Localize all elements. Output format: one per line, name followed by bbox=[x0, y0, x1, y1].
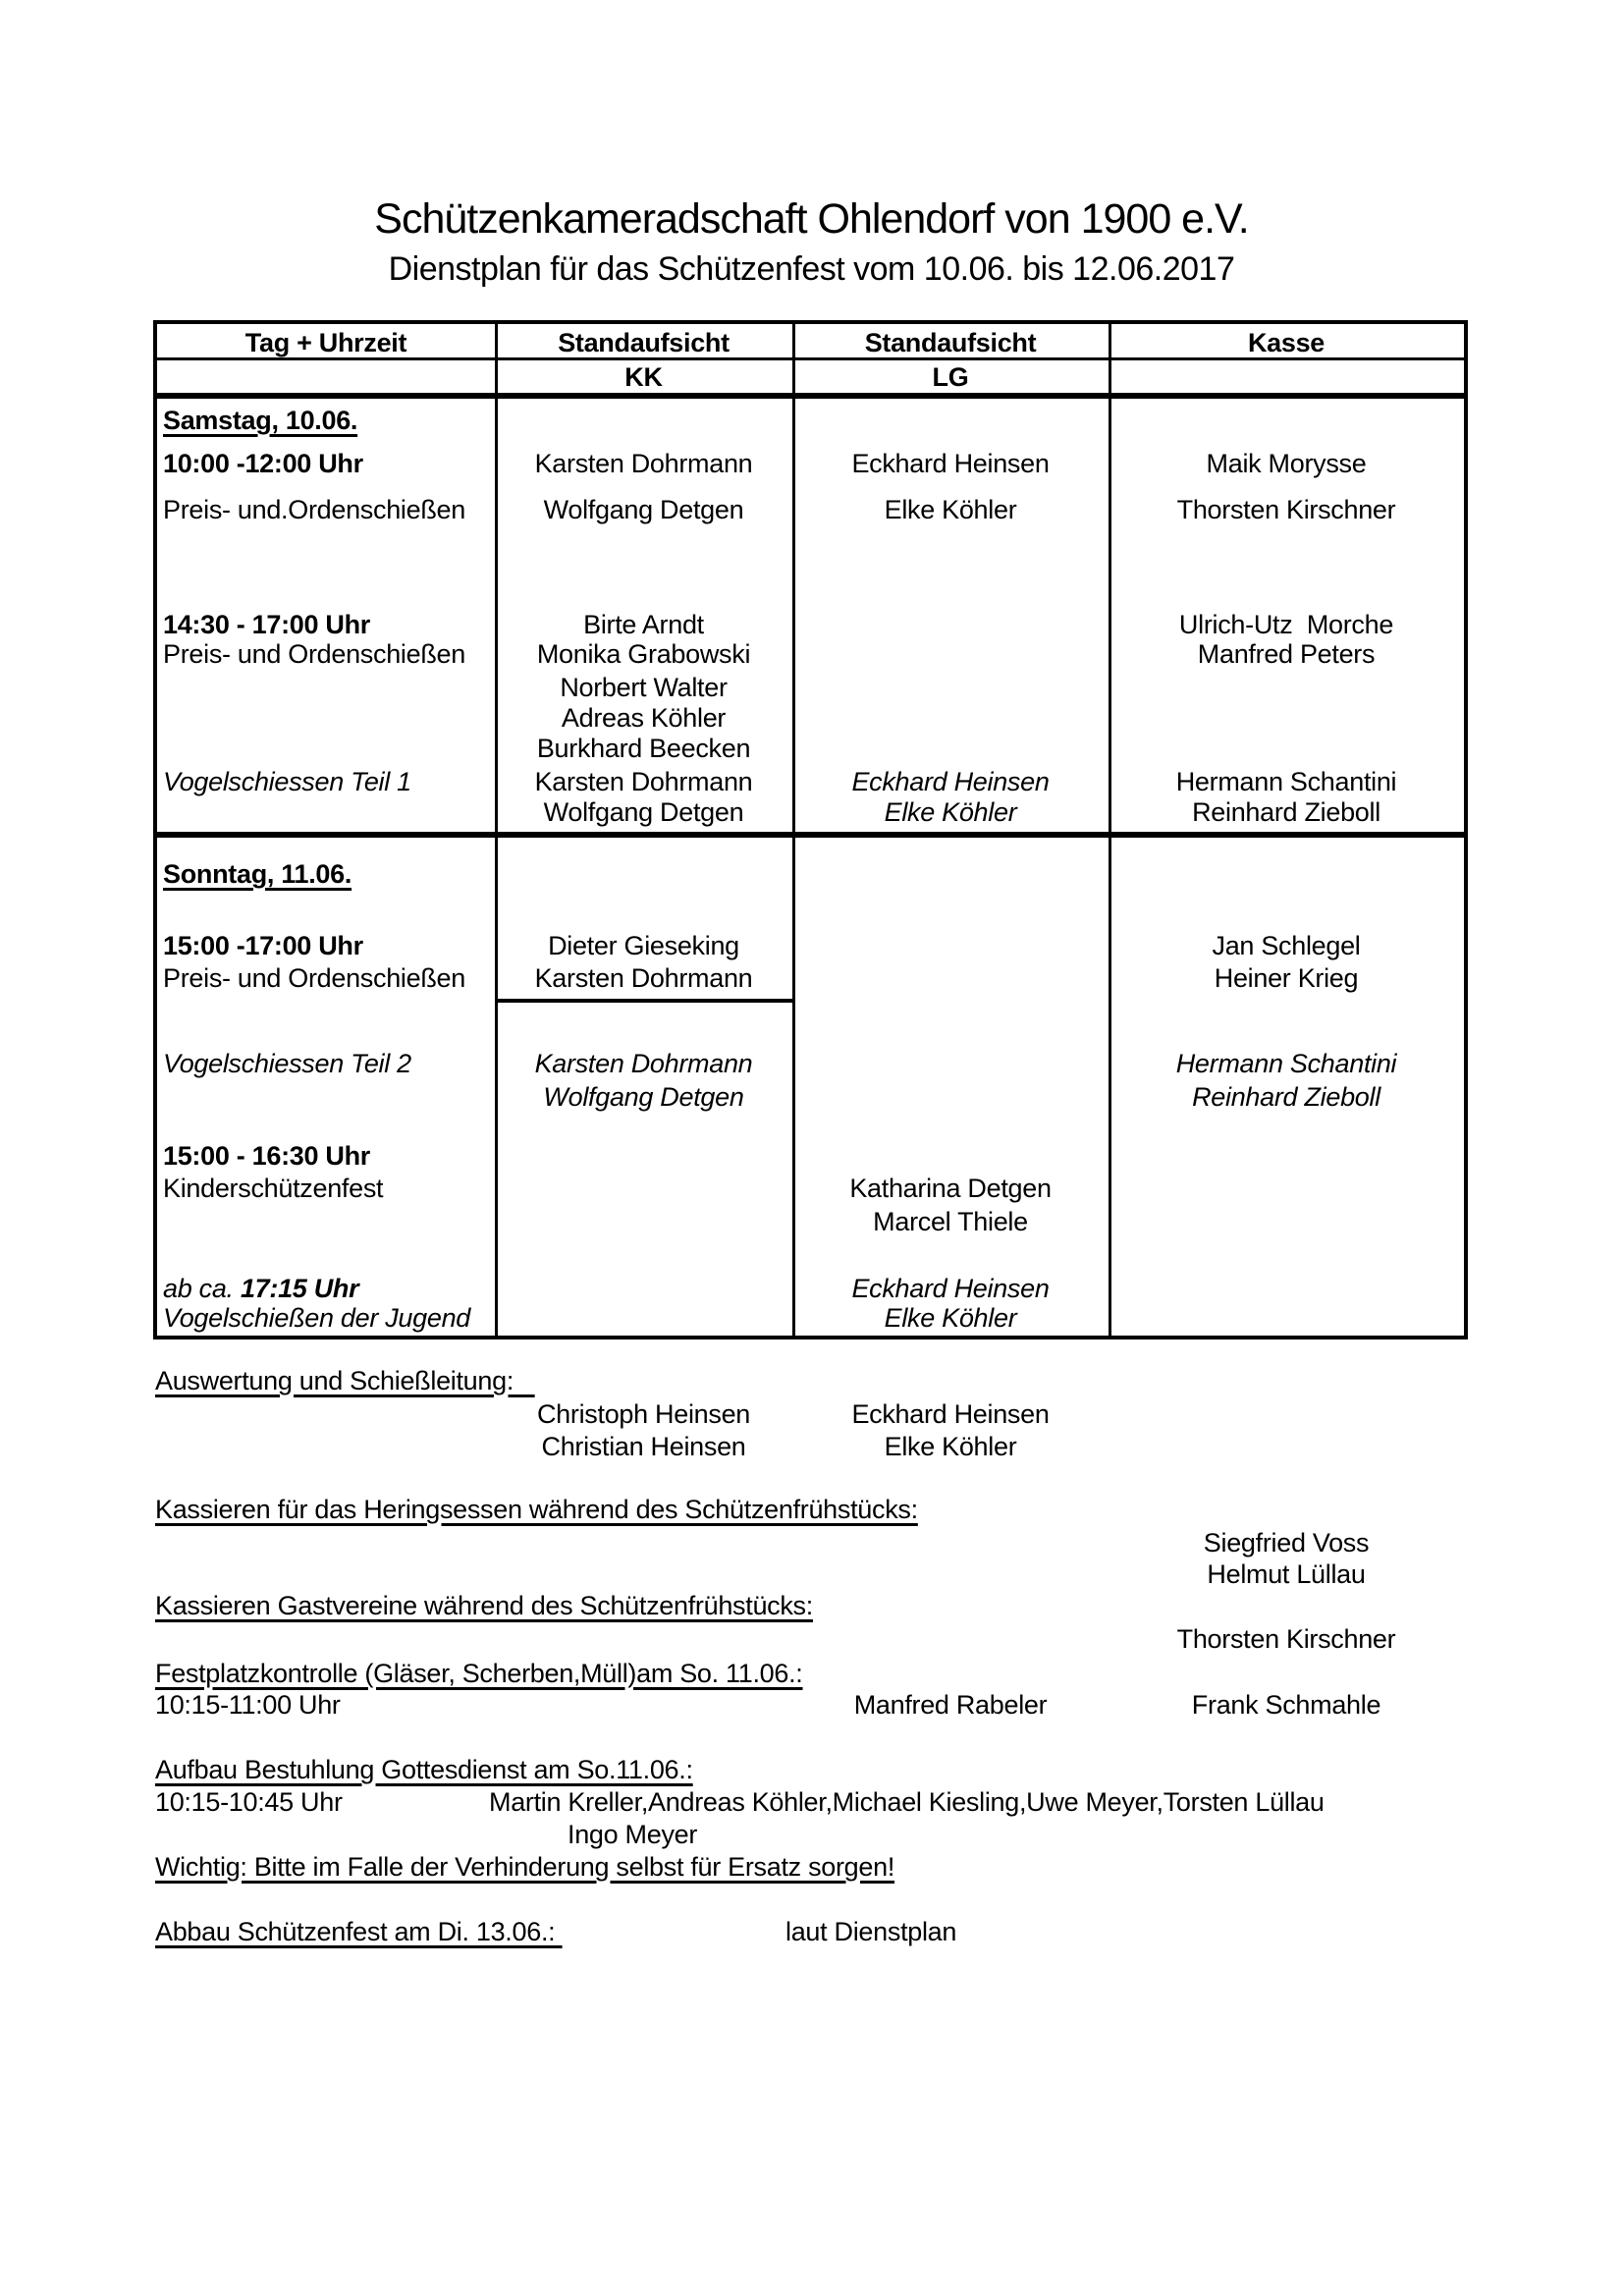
footer-text bbox=[155, 1494, 918, 1526]
text-run: Reinhard Zieboll bbox=[1192, 1082, 1380, 1112]
text-run: Auswertung und Schießleitung: bbox=[155, 1366, 535, 1395]
text-run: Marcel Thiele bbox=[873, 1207, 1028, 1236]
footer-text bbox=[1207, 1558, 1365, 1591]
table-cell-text bbox=[849, 1173, 1051, 1205]
footer-text bbox=[489, 1786, 1325, 1819]
footer-text bbox=[155, 1689, 341, 1722]
text-run: Aufbau Bestuhlung Gottesdienst am So.11.06.: bbox=[155, 1755, 693, 1784]
footer-text bbox=[155, 1851, 894, 1884]
text-run: Frank Schmahle bbox=[1191, 1690, 1381, 1720]
table-cell-text bbox=[873, 1206, 1028, 1238]
text-run: Wolfgang Detgen bbox=[543, 495, 744, 524]
table-cell-text bbox=[163, 494, 465, 526]
table-cell-text bbox=[1198, 638, 1375, 671]
text-run: Thorsten Kirschner bbox=[1176, 495, 1396, 524]
text-run: Birte Arndt bbox=[583, 610, 704, 639]
table-cell-text bbox=[537, 733, 750, 765]
text-run: Katharina Detgen bbox=[849, 1174, 1052, 1203]
cell-divider bbox=[498, 999, 792, 1003]
text-run: Wolfgang Detgen bbox=[543, 1082, 744, 1112]
text-run: Preis- und.Ordenschießen bbox=[163, 495, 465, 524]
table-cell-text bbox=[1192, 796, 1380, 829]
text-run: 10:15-10:45 Uhr bbox=[155, 1787, 343, 1817]
table-cell-text bbox=[535, 1048, 753, 1080]
table-cell-text bbox=[885, 1302, 1017, 1335]
text-run: Christoph Heinsen bbox=[536, 1399, 751, 1429]
footer-text bbox=[155, 1786, 343, 1819]
text-run: Standaufsicht bbox=[558, 328, 730, 357]
column-divider bbox=[792, 324, 795, 1336]
table-cell-text bbox=[163, 1048, 411, 1080]
table-cell-text bbox=[562, 702, 726, 735]
footer-text bbox=[155, 1590, 813, 1622]
table-cell-text bbox=[885, 796, 1017, 829]
table-cell-text bbox=[163, 638, 465, 671]
table-cell-text bbox=[558, 327, 730, 359]
table-cell-text bbox=[544, 494, 744, 526]
text-run: Norbert Walter bbox=[560, 673, 728, 702]
text-run: 15:00 -17:00 Uhr bbox=[163, 931, 363, 960]
table-cell-text bbox=[544, 796, 744, 829]
footer-text bbox=[1177, 1623, 1396, 1656]
text-run: Sonntag, 11.06. bbox=[163, 859, 352, 889]
text-run: 14:30 - 17:00 Uhr bbox=[163, 610, 371, 639]
table-cell-text bbox=[163, 858, 352, 891]
text-run: Manfred Rabeler bbox=[853, 1690, 1048, 1720]
text-run: Christian Heinsen bbox=[541, 1432, 746, 1461]
footer-text bbox=[537, 1398, 750, 1431]
table-cell-text bbox=[583, 609, 704, 641]
table-cell-text bbox=[163, 1302, 470, 1335]
column-divider bbox=[495, 324, 498, 1336]
table-cell-text bbox=[851, 766, 1049, 798]
text-run: Elke Köhler bbox=[884, 1303, 1017, 1333]
table-cell-text bbox=[535, 962, 753, 995]
text-run: Vogelschiessen Teil 2 bbox=[163, 1049, 411, 1078]
table-cell-text bbox=[1215, 962, 1358, 995]
text-run: Tag + Uhrzeit bbox=[244, 328, 407, 357]
text-run: ab ca. bbox=[163, 1274, 241, 1303]
footer-text bbox=[568, 1819, 697, 1851]
text-run: 15:00 - 16:30 Uhr bbox=[163, 1141, 371, 1171]
text-run: Hermann Schantini bbox=[1175, 1049, 1397, 1078]
text-run: Kassieren Gastvereine während des Schützenfrühstücks: bbox=[155, 1591, 813, 1620]
text-run: Ingo Meyer bbox=[568, 1820, 698, 1849]
table-cell-text bbox=[163, 1173, 383, 1205]
table-cell-text bbox=[1177, 494, 1396, 526]
table-cell-text bbox=[535, 448, 753, 480]
page-subtitle: Dienstplan für das Schützenfest vom 10.06. bis 12.06.2017 bbox=[388, 250, 1235, 288]
row-divider bbox=[157, 393, 1464, 399]
text-run: Siegfried Voss bbox=[1203, 1528, 1370, 1558]
table-cell-text bbox=[933, 361, 969, 394]
table-cell-text bbox=[163, 448, 363, 480]
text-run: Martin Kreller,Andreas Köhler,Michael Kiesling,Uwe Meyer,Torsten Lüllau bbox=[489, 1787, 1325, 1817]
footer-text bbox=[854, 1689, 1048, 1722]
text-run: Kinderschützenfest bbox=[163, 1174, 384, 1203]
text-run: Karsten Dohrmann bbox=[534, 449, 753, 478]
text-run: Monika Grabowski bbox=[536, 639, 751, 669]
table-cell-text bbox=[163, 405, 357, 437]
table-cell-text bbox=[548, 930, 739, 962]
text-run: Karsten Dohrmann bbox=[534, 963, 753, 993]
footer-text bbox=[885, 1431, 1017, 1463]
table-cell-text bbox=[245, 327, 406, 359]
table-cell-text bbox=[1176, 1048, 1397, 1080]
table-cell-text bbox=[624, 361, 662, 394]
text-run: Abbau Schützenfest am Di. 13.06.: bbox=[155, 1917, 563, 1946]
text-run: Vogelschießen der Jugend bbox=[163, 1303, 471, 1333]
text-run: Preis- und Ordenschießen bbox=[163, 639, 465, 669]
text-run: Kassieren für das Heringsessen während des Schützenfrühstücks: bbox=[155, 1495, 918, 1524]
text-run: Thorsten Kirschner bbox=[1176, 1624, 1396, 1654]
text-run: Burkhard Beecken bbox=[536, 734, 751, 763]
table-cell-text bbox=[163, 1273, 358, 1305]
table-cell-text bbox=[1176, 766, 1397, 798]
text-run: Preis- und Ordenschießen bbox=[163, 963, 465, 993]
text-run: Standaufsicht bbox=[864, 328, 1037, 357]
table-cell-text bbox=[1207, 448, 1367, 480]
text-run: Wichtig: Bitte im Falle der Verhinderung selbst für Ersatz sorgen! bbox=[155, 1852, 895, 1882]
text-run: Karsten Dohrmann bbox=[534, 767, 753, 796]
table-cell-text bbox=[560, 672, 727, 704]
footer-text bbox=[542, 1431, 746, 1463]
text-run: Samstag, 10.06. bbox=[163, 406, 358, 435]
text-run: Vogelschiessen Teil 1 bbox=[163, 767, 411, 796]
footer-text bbox=[1192, 1689, 1380, 1722]
text-run: Eckhard Heinsen bbox=[851, 449, 1050, 478]
table-cell-text bbox=[1248, 327, 1325, 359]
table-cell-text bbox=[1212, 930, 1360, 962]
text-run: Elke Köhler bbox=[884, 797, 1017, 827]
footer-text bbox=[851, 1398, 1049, 1431]
column-divider bbox=[1109, 324, 1111, 1336]
table-cell-text bbox=[163, 962, 465, 995]
table-cell-text bbox=[1179, 609, 1393, 641]
table-cell-text bbox=[537, 638, 750, 671]
row-divider bbox=[157, 832, 1464, 838]
footer-text bbox=[155, 1916, 563, 1948]
table-cell-text bbox=[163, 609, 370, 641]
text-run: Helmut Lüllau bbox=[1207, 1559, 1366, 1589]
table-cell-text bbox=[163, 1140, 370, 1173]
text-run: Jan Schlegel bbox=[1212, 931, 1361, 960]
text-run: Eckhard Heinsen bbox=[851, 1274, 1050, 1303]
text-run: 10:00 -12:00 Uhr bbox=[163, 449, 363, 478]
text-run: Adreas Köhler bbox=[561, 703, 727, 733]
text-run: laut Dienstplan bbox=[785, 1917, 957, 1946]
text-run: Maik Morysse bbox=[1206, 449, 1367, 478]
text-run: Hermann Schantini bbox=[1175, 767, 1397, 796]
text-run: Manfred Peters bbox=[1197, 639, 1376, 669]
table-cell-text bbox=[535, 766, 753, 798]
table-cell-text bbox=[865, 327, 1037, 359]
text-run: Kasse bbox=[1247, 328, 1325, 357]
text-run: KK bbox=[624, 362, 663, 392]
text-run: 17:15 Uhr bbox=[240, 1274, 359, 1303]
text-run: Ulrich-Utz Morche bbox=[1178, 610, 1394, 639]
table-cell-text bbox=[163, 766, 411, 798]
table-cell-text bbox=[543, 1081, 743, 1114]
table-cell-text bbox=[1192, 1081, 1380, 1114]
table-cell-text bbox=[851, 448, 1049, 480]
footer-text bbox=[155, 1365, 535, 1397]
text-run: 10:15-11:00 Uhr bbox=[155, 1690, 341, 1720]
table-cell-text bbox=[885, 494, 1017, 526]
page-title: Schützenkameradschaft Ohlendorf von 1900 e.V. bbox=[374, 195, 1249, 243]
text-run: LG bbox=[932, 362, 969, 392]
text-run: Karsten Dohrmann bbox=[534, 1049, 753, 1078]
text-run: Heiner Krieg bbox=[1214, 963, 1359, 993]
text-run: Wolfgang Detgen bbox=[543, 797, 744, 827]
text-run: Dieter Gieseking bbox=[548, 931, 739, 960]
text-run: Elke Köhler bbox=[884, 1432, 1017, 1461]
text-run: Festplatzkontrolle (Gläser, Scherben,Müll)am So. 11.06.: bbox=[155, 1659, 803, 1688]
text-run: Reinhard Zieboll bbox=[1192, 797, 1380, 827]
footer-text bbox=[155, 1658, 803, 1690]
footer-text bbox=[785, 1916, 956, 1948]
text-run: Elke Köhler bbox=[884, 495, 1017, 524]
text-run: Eckhard Heinsen bbox=[851, 1399, 1050, 1429]
text-run: Eckhard Heinsen bbox=[851, 767, 1050, 796]
footer-text bbox=[155, 1754, 693, 1786]
duty-roster-table bbox=[153, 320, 1468, 1339]
footer-text bbox=[1204, 1527, 1369, 1559]
table-cell-text bbox=[851, 1273, 1049, 1305]
table-cell-text bbox=[163, 930, 363, 962]
